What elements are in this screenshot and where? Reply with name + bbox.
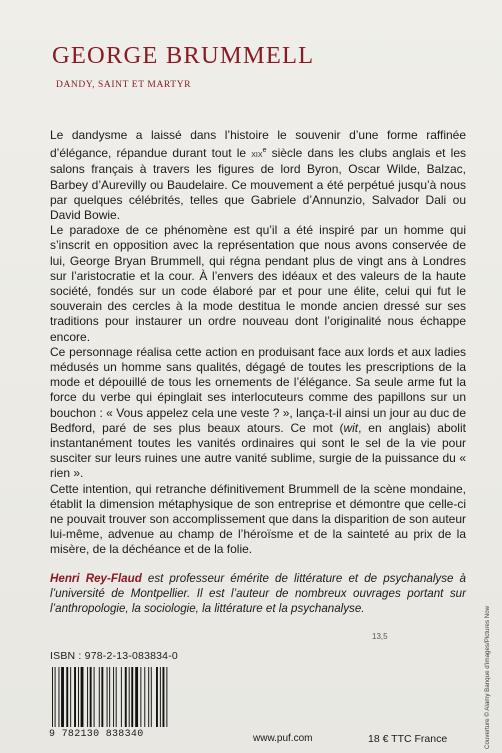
publisher-website: www.puf.com — [253, 733, 313, 744]
book-subtitle: DANDY, SAINT ET MARTYR — [56, 80, 192, 90]
blurb — [50, 128, 466, 558]
cover-credit: Couverture © Alamy Banque d’images/Pictures Now — [484, 605, 491, 749]
book-title: GEORGE BRUMMELL — [52, 42, 315, 69]
blurb-paragraph-3: Ce personnage réalisa cette action en produisant face aux lords et aux ladies médusés un homme sans qualités, dégagé de toutes les prescriptions de la mode et dépouillé de tous les ornements de l’élégance. Sa seule arme fut la force du verbe qui épinglait ses interlocuteurs comme des papillons sur un bouchon : « Vous appelez cela une veste ? », lança-t-il ainsi un jour au duc de Bedford, paré de ses plus beaux atours. Ce mot (wit, en anglais) abolit instantanément toutes les vanités ordinaires qui sont le sel de la vie pour susciter sur leurs ruines une autre vanité sublime, surgie de la puissance du « rien ». — [50, 344, 466, 481]
isbn: ISBN : 978-2-13-083834-0 — [50, 650, 178, 662]
blurb-paragraph-4: Cette intention, qui retranche définitivement Brummell de la scène mondaine, établit la dimension métaphysique de son entreprise et démontre que celle-ci ne pouvait trouver son accomplissement que dans la disparition de son auteur lui-même, advenue au champ de l’héroïsme et de la sainteté au prix de la misère, de la déchéance et de la folie. — [50, 481, 466, 557]
price: 18 € TTC France — [368, 733, 448, 745]
blurb-paragraph-2: Le paradoxe de ce phénomène est qu’il a été inspiré par un homme qui s’inscrit en opposition avec la représentation que nous avons conservée de lui, George Bryan Brummell, qui régna pendant plus de vingt ans à Londres sur l’aristocratie et la cour. À l’envers des idéaux et des valeurs de la haute société, fondés sur un code élaboré par et pour une élite, celui qui fut le souverain des cercles à la mode destitua le monde ancien dressé sur ses traditions pour instaurer un ordre nouveau dont l’originalité nous échappe encore. — [50, 223, 466, 344]
author-bio: Henri Rey-Flaud est professeur émérite de littérature et de psychanalyse à l’université de Montpellier. Il est l’auteur de nombreux ouvrages portant sur l’anthropologie, la sociologie, la littérature et la psychanalyse. — [50, 572, 467, 615]
author-name: Henri Rey-Flaud — [50, 572, 142, 585]
barcode-digits: 9 782130 838340 — [49, 729, 144, 740]
handwritten-mark: 13,5 — [372, 632, 388, 641]
blurb-paragraph-1: Le dandysme a laissé dans l’histoire le souvenir d’une forme raffinée d’élégance, répandue durant tout le xix$^e$ siècle dans les clubs anglais et les salons français à travers les figures de lord Byron, Oscar Wilde, Balzac, Barbey d’Aurevilly ou Baudelaire. Ce mouvement a été perpétué jusqu’à nous par quelques célébrités, telles que Gabriele d’Annunzio, Salvador Dali ou David Bowie. — [50, 128, 466, 223]
barcode-icon — [50, 667, 172, 731]
